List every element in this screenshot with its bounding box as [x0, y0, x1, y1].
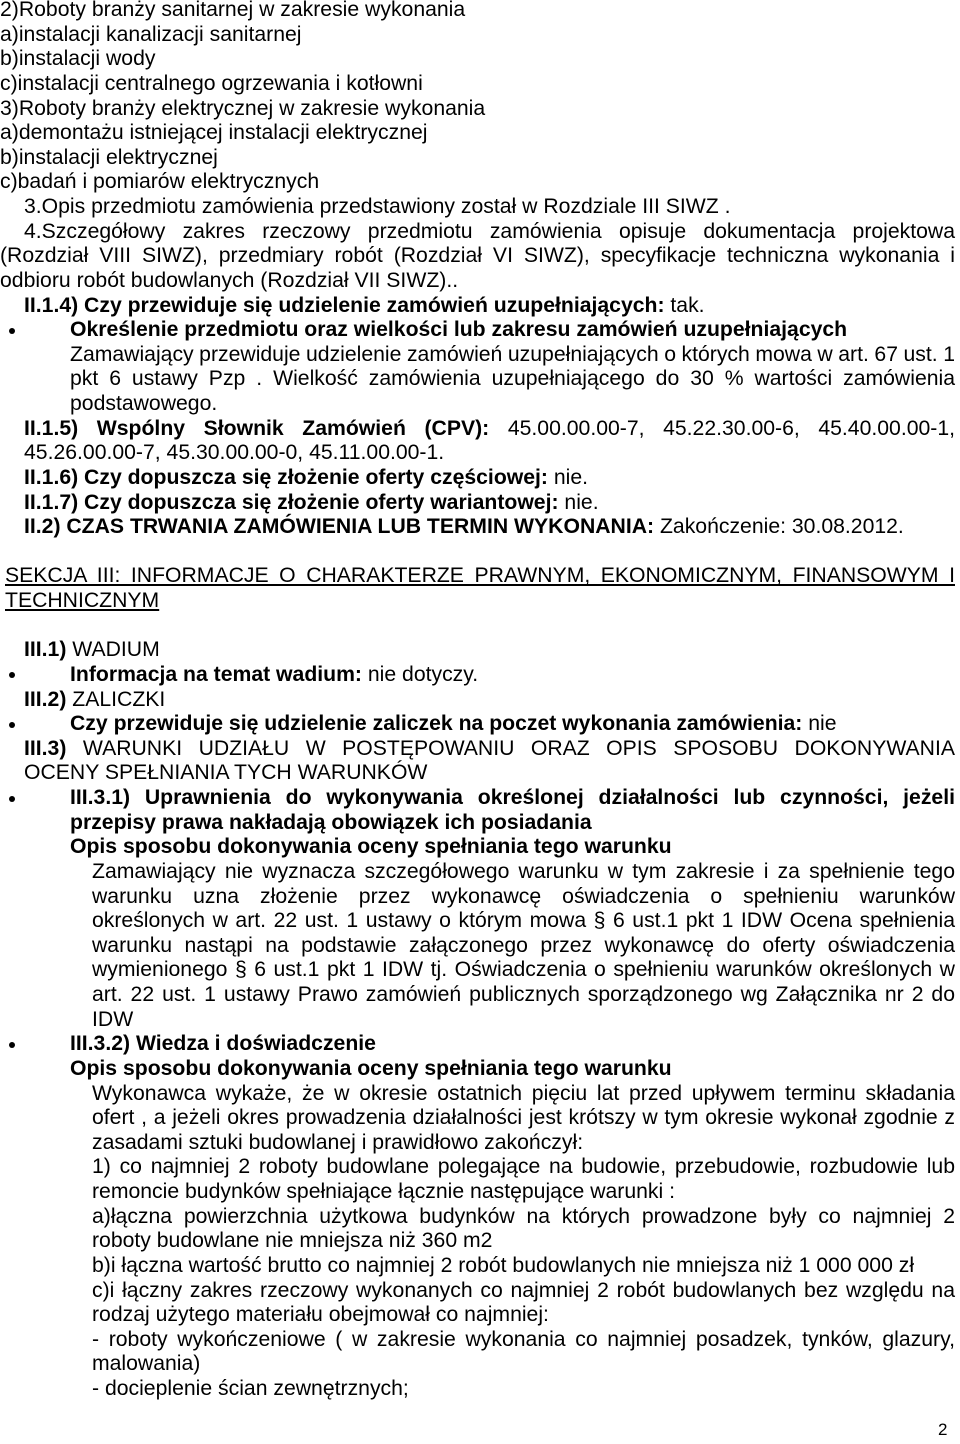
- field-value: nie.: [553, 465, 589, 489]
- supplementary-orders-question: [0, 294, 955, 319]
- line-text: [70, 712, 837, 735]
- assessment-heading: [0, 835, 955, 860]
- line-text: b)instalacji elektrycznej: [0, 145, 218, 169]
- line-text: art. 22 ust. 1 ustawy Prawo zamówień publicznych sporządzonego wg Załącznika nr 2 do: [92, 983, 955, 1006]
- line-text: warunku nastąpi na podstawie załączonego przez wykonawcę do oferty oświadczenia: [92, 933, 955, 957]
- bullet-icon: [9, 722, 15, 728]
- line-text: OCENY SPEŁNIANIA TYCH WARUNKÓW: [24, 761, 428, 785]
- line-text: malowania): [92, 1352, 201, 1376]
- paragraph-line: [0, 1254, 955, 1279]
- line-text: IDW: [92, 1007, 134, 1031]
- line-text: ofert , a jeżeli okres prowadzenia działalności jest krótszy w tym okresie wykonał zgodnie z: [92, 1106, 955, 1130]
- cpv-line: [0, 417, 955, 442]
- subsection-number: III.2): [24, 687, 67, 711]
- line-text: c)i łączny zakres rzeczowy wykonanych co najmniej 2 robót budowlanych bez względu na: [92, 1278, 955, 1302]
- paragraph-line: [0, 885, 955, 910]
- line-text: a)łączna powierzchnia użytkowa budynków na których prowadzone były co najmniej 2: [92, 1204, 955, 1228]
- subsection-heading: [0, 737, 955, 762]
- subsection-heading: [0, 638, 955, 663]
- subsection-title: WADIUM: [72, 638, 160, 662]
- paragraph-line: [0, 244, 955, 269]
- line-text: roboty budowlane nie mniejsza niż 360 m2: [92, 1229, 493, 1253]
- list-item: [0, 121, 955, 146]
- page-number: 2: [938, 1420, 948, 1439]
- bullet-item: [0, 712, 955, 737]
- line-text: rodzaj użytego materiału obejmował co najmniej:: [92, 1303, 549, 1327]
- subsection-title: ZALICZKI: [72, 687, 166, 711]
- partial-offer-line: [0, 466, 955, 491]
- numbered-paragraph: [0, 195, 955, 220]
- bullet-icon: [9, 328, 15, 334]
- line-text: 1) co najmniej 2 roboty budowlane polegające na budowie, przebudowie, rozbudowie lub: [92, 1155, 955, 1179]
- line-text: [24, 688, 165, 711]
- field-label: II.1.7) Czy dopuszcza się złożenie oferty wariantowej:: [24, 490, 559, 514]
- electrical-works-heading: [0, 97, 955, 122]
- subsection-number: III.3): [24, 736, 67, 760]
- field-value: 45.00.00.00-7, 45.22.30.00-6, 45.40.00.00-1,: [507, 416, 956, 440]
- line-text: [24, 417, 955, 440]
- line-text: TECHNICZNYM: [5, 589, 160, 612]
- paragraph-line: [0, 1180, 955, 1205]
- subsection-heading: [0, 761, 955, 786]
- line-text: odbioru robót budowlanych (Rozdział VII SIWZ)..: [0, 268, 459, 292]
- list-item: [0, 47, 955, 72]
- line-text: Zamawiający nie wyznacza szczegółowego warunku w tym zakresie i za spełnienie tego: [92, 859, 955, 883]
- line-text: SEKCJA III: INFORMACJE O CHARAKTERZE PRAWNYM, EKONOMICZNYM, FINANSOWYM I: [5, 564, 955, 588]
- bullet-icon: [9, 1042, 15, 1048]
- line-text: Opis sposobu dokonywania oceny spełniania tego warunku: [70, 1056, 672, 1080]
- blank-line: [0, 614, 955, 639]
- paragraph-line: [0, 269, 955, 294]
- field-value: nie dotyczy.: [367, 662, 479, 686]
- field-label: II.1.5) Wspólny Słownik Zamówień (CPV):: [24, 416, 490, 440]
- line-text: [24, 491, 599, 514]
- bullet-item: [0, 663, 955, 688]
- field-value: nie: [808, 712, 837, 736]
- subsection-number: III.1): [24, 638, 67, 662]
- bullet-item: [0, 318, 955, 343]
- field-label: II.1.4) Czy przewiduje się udzielenie zamówień uzupełniających:: [24, 293, 665, 317]
- paragraph-line: [0, 1279, 955, 1304]
- line-text: Określenie przedmiotu oraz wielkości lub zakresu zamówień uzupełniających: [70, 318, 848, 342]
- field-value: nie.: [564, 490, 599, 514]
- paragraph-line: [0, 1352, 955, 1377]
- line-text: - docieplenie ścian zewnętrznych;: [92, 1377, 409, 1400]
- line-text: [70, 663, 478, 686]
- line-text: b)i łączna wartość brutto co najmniej 2 robót budowlanych nie mniejsza niż 1 000 000 zł: [92, 1253, 915, 1277]
- paragraph-line: [0, 392, 955, 417]
- subsection-heading: [0, 688, 955, 713]
- paragraph-line: [0, 1229, 955, 1254]
- field-value: tak.: [670, 293, 705, 317]
- paragraph-line: [0, 958, 955, 983]
- paragraph-line: [0, 1106, 955, 1131]
- field-value: Zakończenie: 30.08.2012.: [659, 515, 904, 539]
- paragraph-line: [0, 1008, 955, 1033]
- line-text: 4.Szczegółowy zakres rzeczowy przedmiotu zamówienia opisuje dokumentacja projektowa: [24, 219, 955, 243]
- bullet-item-continued: [0, 811, 955, 836]
- section-heading: [0, 564, 955, 589]
- field-label: II.2) CZAS TRWANIA ZAMÓWIENIA LUB TERMIN WYKONANIA:: [24, 515, 655, 539]
- line-text: wymienionego § 6 ust.1 pkt 1 IDW tj. Oświadczenia o spełnieniu warunków określonych w: [92, 958, 955, 982]
- blank-line: [0, 540, 955, 565]
- field-label: Informacja na temat wadium:: [70, 662, 362, 686]
- paragraph-line: [0, 860, 955, 885]
- line-text: 3.Opis przedmiotu zamówienia przedstawiony został w Rozdziale III SIWZ .: [24, 195, 731, 218]
- list-item: [0, 146, 955, 171]
- line-text: III.3.2) Wiedza i doświadczenie: [70, 1032, 376, 1056]
- paragraph-line: [0, 367, 955, 392]
- line-text: zasadami sztuki budowlanej i prawidłowo zakończył:: [92, 1130, 584, 1154]
- bullet-item: [0, 1032, 955, 1057]
- line-text: Zamawiający przewiduje udzielenie zamówień uzupełniających o których mowa w art. 67 ust. 1: [70, 342, 955, 366]
- paragraph-line: [0, 1082, 955, 1107]
- field-label: II.1.6) Czy dopuszcza się złożenie oferty częściowej:: [24, 465, 548, 489]
- bullet-item: [0, 786, 955, 811]
- line-text: Opis sposobu dokonywania oceny spełniania tego warunku: [70, 835, 672, 859]
- list-item: [0, 23, 955, 48]
- line-text: a)instalacji kanalizacji sanitarnej: [0, 22, 302, 46]
- line-text: 3)Roboty branży elektrycznej w zakresie wykonania: [0, 96, 486, 120]
- line-text: pkt 6 ustawy Pzp . Wielkość zamówienia uzupełniającego do 30 % wartości zamówienia: [70, 367, 955, 391]
- line-text: c)badań i pomiarów elektrycznych: [0, 170, 320, 194]
- list-item: [0, 72, 955, 97]
- line-text: b)instalacji wody: [0, 47, 156, 71]
- paragraph-line: [0, 1131, 955, 1156]
- line-text: przepisy prawa nakładają obowiązek ich posiadania: [70, 810, 592, 834]
- list-item: [0, 170, 955, 195]
- subsection-title: WARUNKI UDZIAŁU W POSTĘPOWANIU ORAZ OPIS SPOSOBU DOKONYWANIA: [82, 736, 956, 760]
- line-text: podstawowego.: [70, 392, 218, 415]
- assessment-heading: [0, 1057, 955, 1082]
- paragraph-line: [0, 983, 955, 1008]
- line-text: [24, 466, 588, 489]
- line-text: 2)Roboty branży sanitarnej w zakresie wykonania: [0, 0, 466, 21]
- field-label: Czy przewiduje się udzielenie zaliczek na poczet wykonania zamówienia:: [70, 712, 803, 736]
- paragraph-line: [0, 1377, 955, 1402]
- paragraph-line: [0, 1303, 955, 1328]
- line-text: [24, 515, 904, 538]
- line-text: [24, 737, 955, 760]
- sanitary-works-heading: [0, 0, 955, 23]
- bullet-icon: [9, 796, 15, 802]
- paragraph-line: [0, 934, 955, 959]
- duration-line: [0, 515, 955, 540]
- line-text: c)instalacji centralnego ogrzewania i kotłowni: [0, 71, 423, 95]
- line-text: [24, 638, 160, 661]
- paragraph-line: [0, 220, 955, 245]
- paragraph-line: [0, 1155, 955, 1180]
- line-text: a)demontażu istniejącej instalacji elektrycznej: [0, 121, 428, 145]
- line-text: (Rozdział VIII SIWZ), przedmiary robót (Rozdział VI SIWZ), specyfikacje techniczna wykonania i: [0, 244, 955, 268]
- paragraph-line: [0, 1328, 955, 1353]
- line-text: określonych w art. 22 ust. 1 ustawy o którym mowa § 6 ust.1 pkt 1 IDW Ocena spełnienia: [92, 909, 955, 933]
- bullet-icon: [9, 672, 15, 678]
- line-text: 45.26.00.00-7, 45.30.00.00-0, 45.11.00.00-1.: [24, 441, 445, 465]
- cpv-line: [0, 441, 955, 466]
- line-text: remoncie budynków spełniające łącznie następujące warunki :: [92, 1180, 675, 1203]
- line-text: Wykonawca wykaże, że w okresie ostatnich pięciu lat przed upływem terminu składania: [92, 1081, 955, 1105]
- paragraph-line: [0, 1205, 955, 1230]
- line-text: [24, 294, 705, 317]
- paragraph-line: [0, 909, 955, 934]
- line-text: warunku uzna złożenie przez wykonawcę oświadczenia o spełnieniu warunków: [92, 884, 955, 908]
- line-text: III.3.1) Uprawnienia do wykonywania określonej działalności lub czynności, jeżeli: [70, 786, 955, 809]
- paragraph-line: [0, 343, 955, 368]
- variant-offer-line: [0, 491, 955, 516]
- section-heading: [0, 589, 955, 614]
- line-text: - roboty wykończeniowe ( w zakresie wykonania co najmniej posadzek, tynków, glazury,: [92, 1327, 955, 1351]
